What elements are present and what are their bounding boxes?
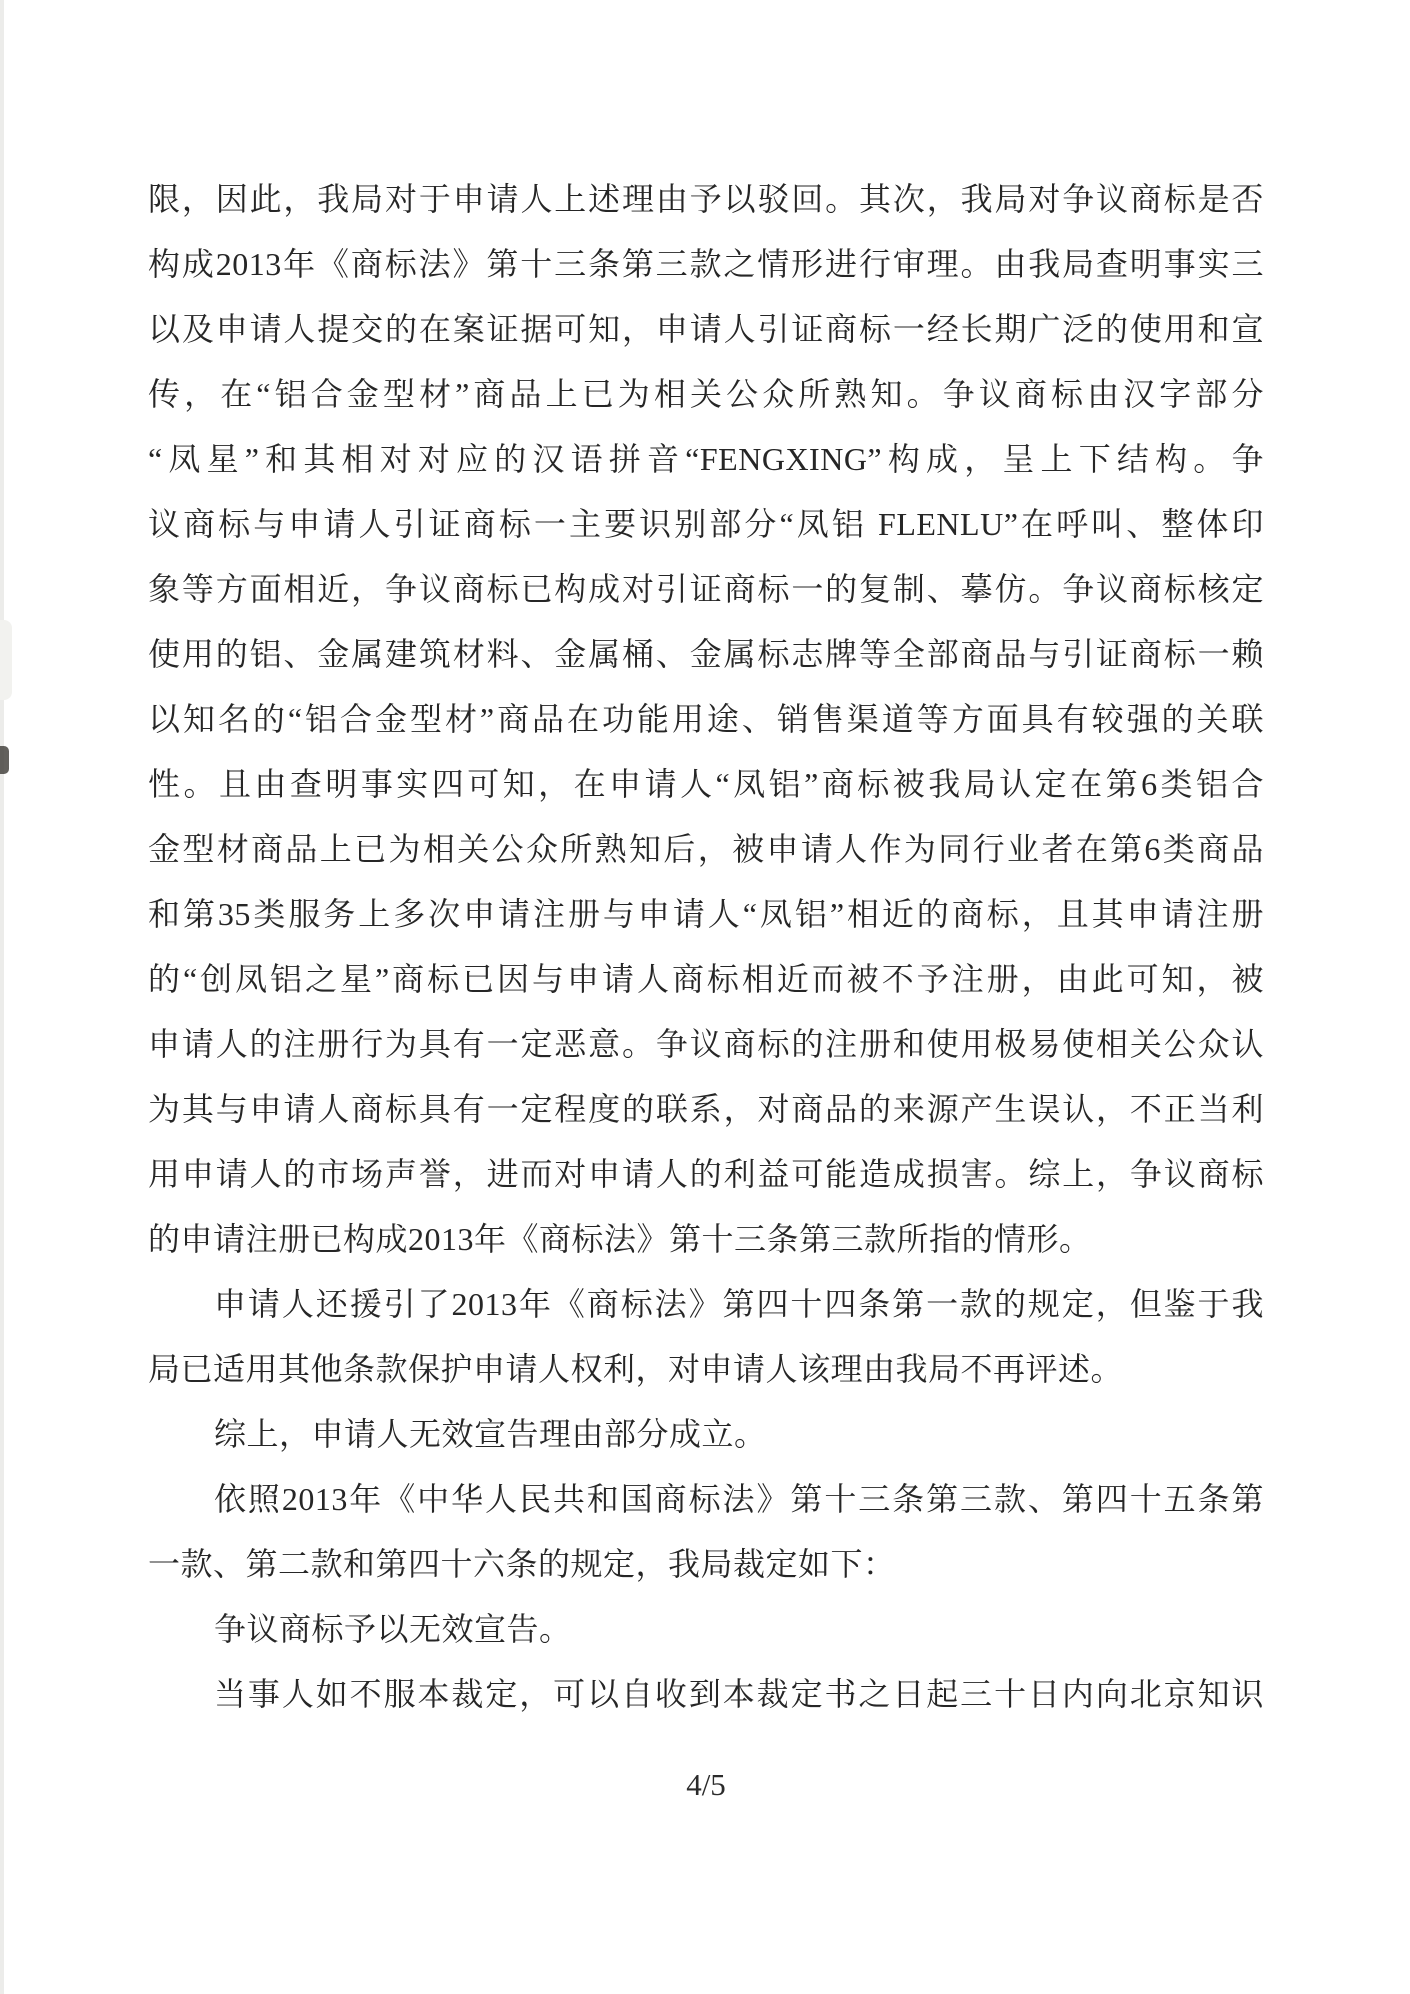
text-line: 的申请注册已构成2013年《商标法》第十三条第三款所指的情形。	[148, 1221, 1092, 1257]
text-line: 局已适用其他条款保护申请人权利，对申请人该理由我局不再评述。	[148, 1351, 1124, 1387]
text-line: 一款、第二款和第四十六条的规定，我局裁定如下：	[148, 1546, 896, 1582]
text-line: 用申请人的市场声誉，进而对申请人的利益可能造成损害。综上，争议商标	[148, 1156, 1264, 1192]
text-line: 申请人还援引了2013年《商标法》第四十四条第一款的规定，但鉴于我	[214, 1286, 1264, 1322]
page-number: 4/5	[686, 1767, 726, 1802]
text-line: 申请人的注册行为具有一定恶意。争议商标的注册和使用极易使相关公众认	[148, 1026, 1264, 1062]
text-line: 依照2013年《中华人民共和国商标法》第十三条第三款、第四十五条第	[214, 1481, 1264, 1517]
text-line: “凤星”和其相对对应的汉语拼音“FENGXING”构成，呈上下结构。争	[148, 441, 1264, 477]
scan-edge-artifact	[0, 0, 4, 1994]
text-line: 当事人如不服本裁定，可以自收到本裁定书之日起三十日内向北京知识	[214, 1676, 1264, 1712]
text-line: 限，因此，我局对于申请人上述理由予以驳回。其次，我局对争议商标是否	[148, 181, 1264, 217]
text-line: 构成2013年《商标法》第十三条第三款之情形进行审理。由我局查明事实三	[148, 246, 1264, 282]
text-line: 使用的铝、金属建筑材料、金属桶、金属标志牌等全部商品与引证商标一赖	[148, 636, 1264, 672]
text-line: 的“创凤铝之星”商标已因与申请人商标相近而被不予注册，由此可知，被	[148, 961, 1264, 997]
text-line: 以知名的“铝合金型材”商品在功能用途、销售渠道等方面具有较强的关联	[148, 701, 1264, 737]
text-line: 以及申请人提交的在案证据可知，申请人引证商标一经长期广泛的使用和宣	[148, 311, 1264, 347]
text-line: 综上，申请人无效宣告理由部分成立。	[214, 1416, 767, 1452]
scan-smudge-dark	[0, 746, 9, 774]
text-line: 和第35类服务上多次申请注册与申请人“凤铝”相近的商标，且其申请注册	[148, 896, 1264, 932]
text-line: 象等方面相近，争议商标已构成对引证商标一的复制、摹仿。争议商标核定	[148, 571, 1264, 607]
text-line: 为其与申请人商标具有一定程度的联系，对商品的来源产生误认，不正当利	[148, 1091, 1264, 1127]
text-line: 传，在“铝合金型材”商品上已为相关公众所熟知。争议商标由汉字部分	[148, 376, 1264, 412]
scan-smudge-light	[0, 620, 12, 700]
document-body	[148, 167, 1264, 1727]
text-line: 议商标与申请人引证商标一主要识别部分“凤铝 FLENLU”在呼叫、整体印	[148, 506, 1264, 542]
text-line: 性。且由查明事实四可知，在申请人“凤铝”商标被我局认定在第6类铝合	[148, 766, 1264, 802]
text-line: 金型材商品上已为相关公众所熟知后，被申请人作为同行业者在第6类商品	[148, 831, 1264, 867]
text-line: 争议商标予以无效宣告。	[214, 1611, 572, 1647]
